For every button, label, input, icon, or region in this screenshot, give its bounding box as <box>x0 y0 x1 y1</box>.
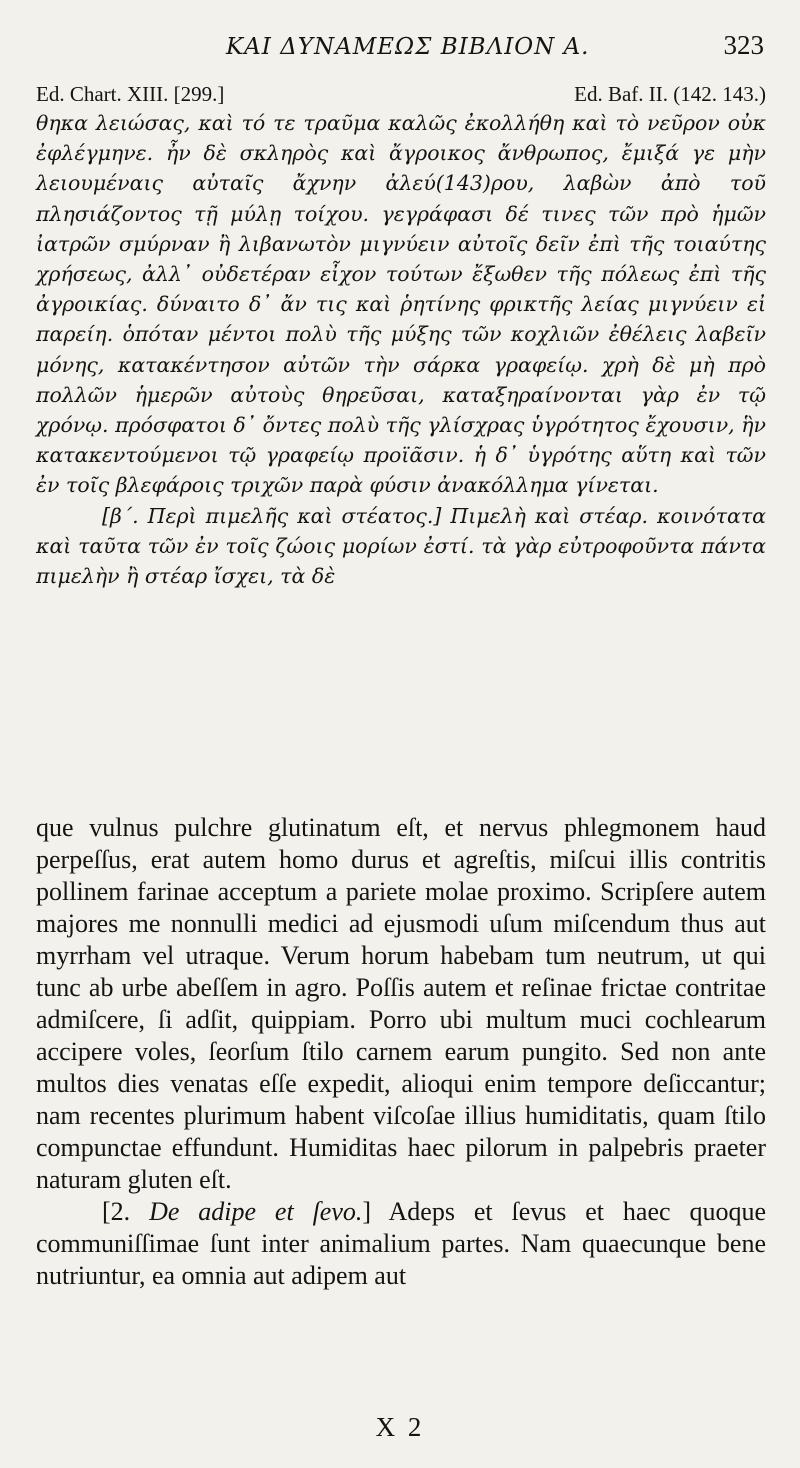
latin-section-open: [2. <box>102 1197 150 1226</box>
latin-section-close: ] <box>362 1197 389 1226</box>
page-number: 323 <box>723 30 764 60</box>
greek-paragraph-2-text: Πιμελὴ καὶ στέαρ. κοινότατα καὶ ταῦτα τῶν ἐν τοῖς ζώοις μορίων ἐστί. τὰ γὰρ εὐτροφοῦντα πάντα πιμελὴν ἢ στέαρ ἴσχει, τὰ δὲ <box>36 503 766 589</box>
greek-paragraph-2 <box>36 501 766 592</box>
running-title: ΚΑΙ ΔΥΝΑΜΕΩΣ ΒΙΒΛΙΟΝ Α. <box>226 34 590 60</box>
signature-mark: X 2 <box>375 1412 425 1442</box>
latin-paragraph-2-text: Adeps et ſevus et haec quoque communiſſimae ſunt inter animalium partes. Nam quaecunque bene nutriuntur, ea omnia aut adipem aut <box>36 1197 766 1290</box>
greek-section-heading: [β΄. Περὶ πιμελῆς καὶ στέατος.] <box>102 503 442 528</box>
greek-text-block <box>36 108 766 591</box>
latin-text-block <box>36 812 766 1292</box>
edition-chartier: Ed. Chart. XIII. [299.] <box>36 82 225 106</box>
latin-section-heading: De adipe et ſevo. <box>149 1197 363 1226</box>
latin-paragraph-2 <box>36 1196 766 1292</box>
greek-paragraph-1: θηκα λειώσας, καὶ τό τε τραῦμα καλῶς ἐκολλήθη καὶ τὸ νεῦρον οὐκ ἐφλέγμηνε. ἦν δὲ σκληρὸς καὶ ἄγροικος ἄνθρωπος, ἔμιξά γε μὴν λειουμέναις αὐταῖς ἄχνην ἀλεύ(143)ρου, λαβὼν ἀπὸ τοῦ πλησιάζοντος τῇ μύλῃ τοίχου. γεγράφασι δέ τινες τῶν πρὸ ἡμῶν ἰατρῶν σμύρναν ἢ λιβανωτὸν μιγνύειν αὐτοῖς δεῖν ἐπὶ τῆς τοιαύτης χρήσεως, ἀλλ᾽ οὐδετέραν εἶχον τούτων ἔξωθεν τῆς πόλεως ἐπὶ τῆς ἀγροικίας. δύναιτο δ᾽ ἄν τις καὶ ῥητίνης φρικτῆς λείας μιγνύειν εἰ παρείη. ὁπόταν μέντοι πολὺ τῆς μύξης τῶν κοχλιῶν ἐθέλεις λαβεῖν μόνης, κατακέντησον αὐτῶν τὴν σάρκα γραφείῳ. χρὴ δὲ μὴ πρὸ πολλῶν ἡμερῶν αὐτοὺς θηρεῦσαι, καταξηραίνονται γὰρ ἐν τῷ χρόνῳ. πρόσφατοι δ᾽ ὄντες πολὺ τῆς γλίσχρας ὑγρότητος ἔχουσιν, ἣν κατακεντούμενοι τῷ γραφείῳ προϊᾶσιν. ἡ δ᾽ ὑγρότης αὕτη καὶ τῶν ἐν τοῖς βλεφάροις τριχῶν παρὰ φύσιν ἀνακόλλημα γίνεται. <box>36 111 766 498</box>
latin-paragraph-1: que vulnus pulchre glutinatum eſt, et nervus phlegmonem haud perpeſſus, erat autem homo durus et agreſtis, miſcui illis contritis pollinem farinae acceptum a pariete molae proximo. Scripſere autem majores me nonnulli medici ad ejusmodi uſum miſcendum thus aut myrrham vel utraque. Verum horum habebam tum neutrum, ut qui tunc ab urbe abeſſem in agro. Poſſis autem et reſinae frictae contritae admiſcere, ſi adſit, quippiam. Porro ubi multum muci cochlearum accipere voles, ſeorſum ſtilo carnem earum pungito. Sed non ante multos dies venatas eſſe expedit, alioqui enim tempore deſiccantur; nam recentes plurimum habent viſcoſae illius humiditatis, quam ſtilo compunctae effundunt. Humiditas haec pilorum in palpebris praeter naturam gluten eſt. <box>36 813 766 1194</box>
running-head <box>36 30 766 66</box>
edition-basel: Ed. Baf. II. (142. 143.) <box>574 82 766 106</box>
